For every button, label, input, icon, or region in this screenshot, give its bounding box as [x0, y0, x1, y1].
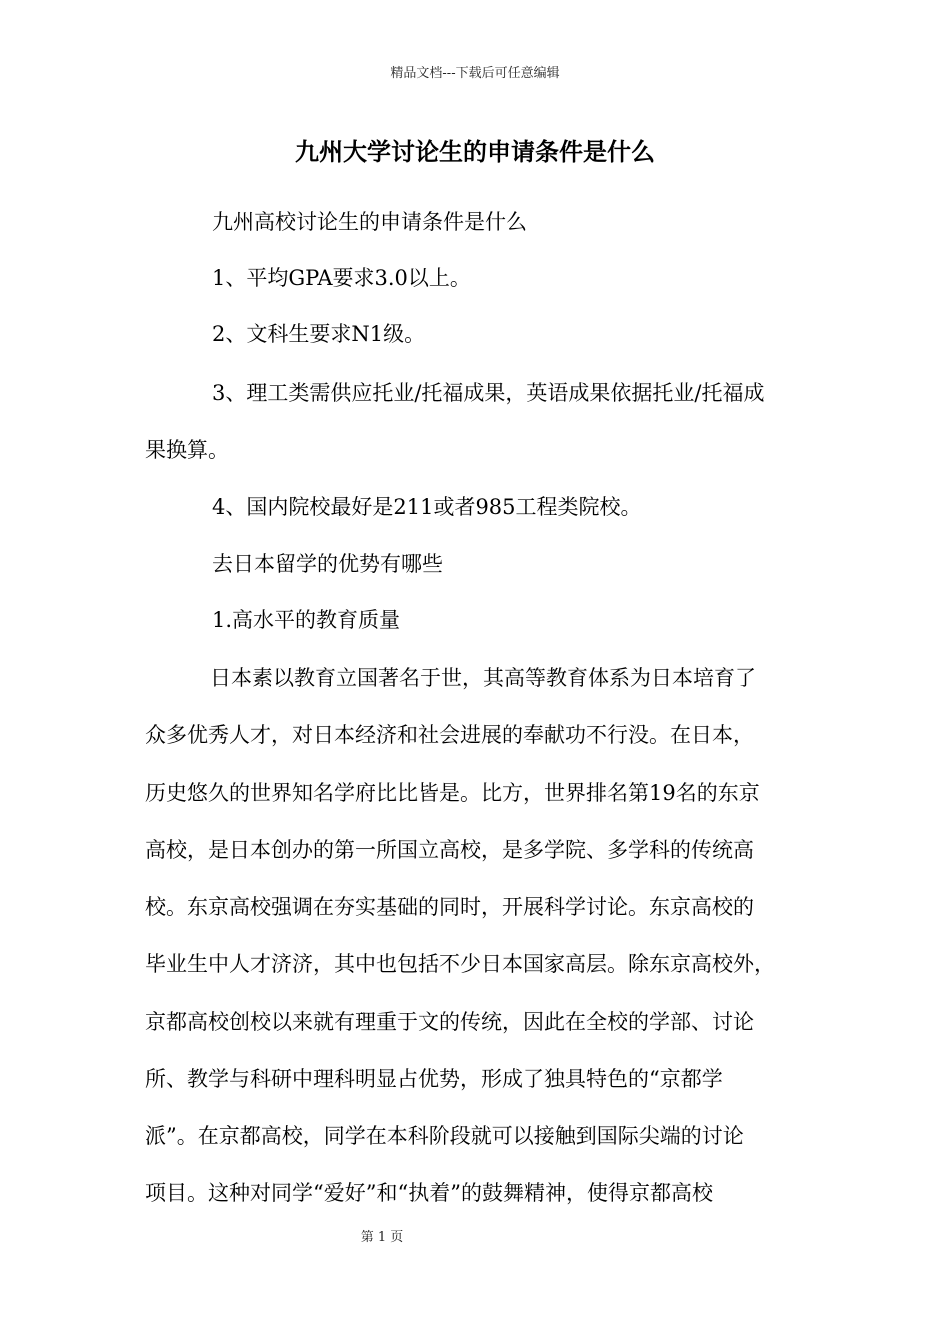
- body-line: 历史悠久的世界知名学府比比皆是。比方，世界排名第19名的东京: [145, 781, 760, 805]
- body-line: 2、文科生要求N1级。: [212, 322, 426, 346]
- body-line: 4、国内院校最好是211或者985工程类院校。: [212, 495, 642, 519]
- page-number: 第 1 页: [360, 1230, 404, 1245]
- body-line: 京都高校创校以来就有理重于文的传统，因此在全校的学部、讨论: [145, 1010, 754, 1034]
- body-line: 九州高校讨论生的申请条件是什么: [212, 210, 527, 234]
- body-line: 派”。在京都高校，同学在本科阶段就可以接触到国际尖端的讨论: [145, 1124, 744, 1148]
- body-line: 果换算。: [145, 438, 229, 462]
- body-line: 众多优秀人才，对日本经济和社会进展的奉献功不行没。在日本，: [145, 723, 754, 747]
- page-header: 精品文档---下载后可任意编辑: [390, 66, 560, 81]
- body-line: 所、教学与科研中理科明显占优势，形成了独具特色的“京都学: [145, 1067, 723, 1091]
- body-line: 去日本留学的优势有哪些: [212, 552, 443, 576]
- body-line: 校。东京高校强调在夯实基础的同时，开展科学讨论。东京高校的: [145, 895, 754, 919]
- body-line: 3、理工类需供应托业/托福成果，英语成果依据托业/托福成: [212, 381, 765, 405]
- body-line: 日本素以教育立国著名于世，其高等教育体系为日本培育了: [210, 666, 756, 690]
- document-title: 九州大学讨论生的申请条件是什么: [295, 137, 655, 166]
- body-line: 1、平均GPA要求3.0以上。: [212, 266, 471, 290]
- body-line: 高校，是日本创办的第一所国立高校，是多学院、多学科的传统高: [145, 838, 754, 862]
- body-line: 项目。这种对同学“爱好”和“执着”的鼓舞精神，使得京都高校: [145, 1181, 713, 1205]
- body-line: 毕业生中人才济济，其中也包括不少日本国家高层。除东京高校外，: [145, 952, 775, 976]
- body-line: 1.高水平的教育质量: [212, 608, 401, 632]
